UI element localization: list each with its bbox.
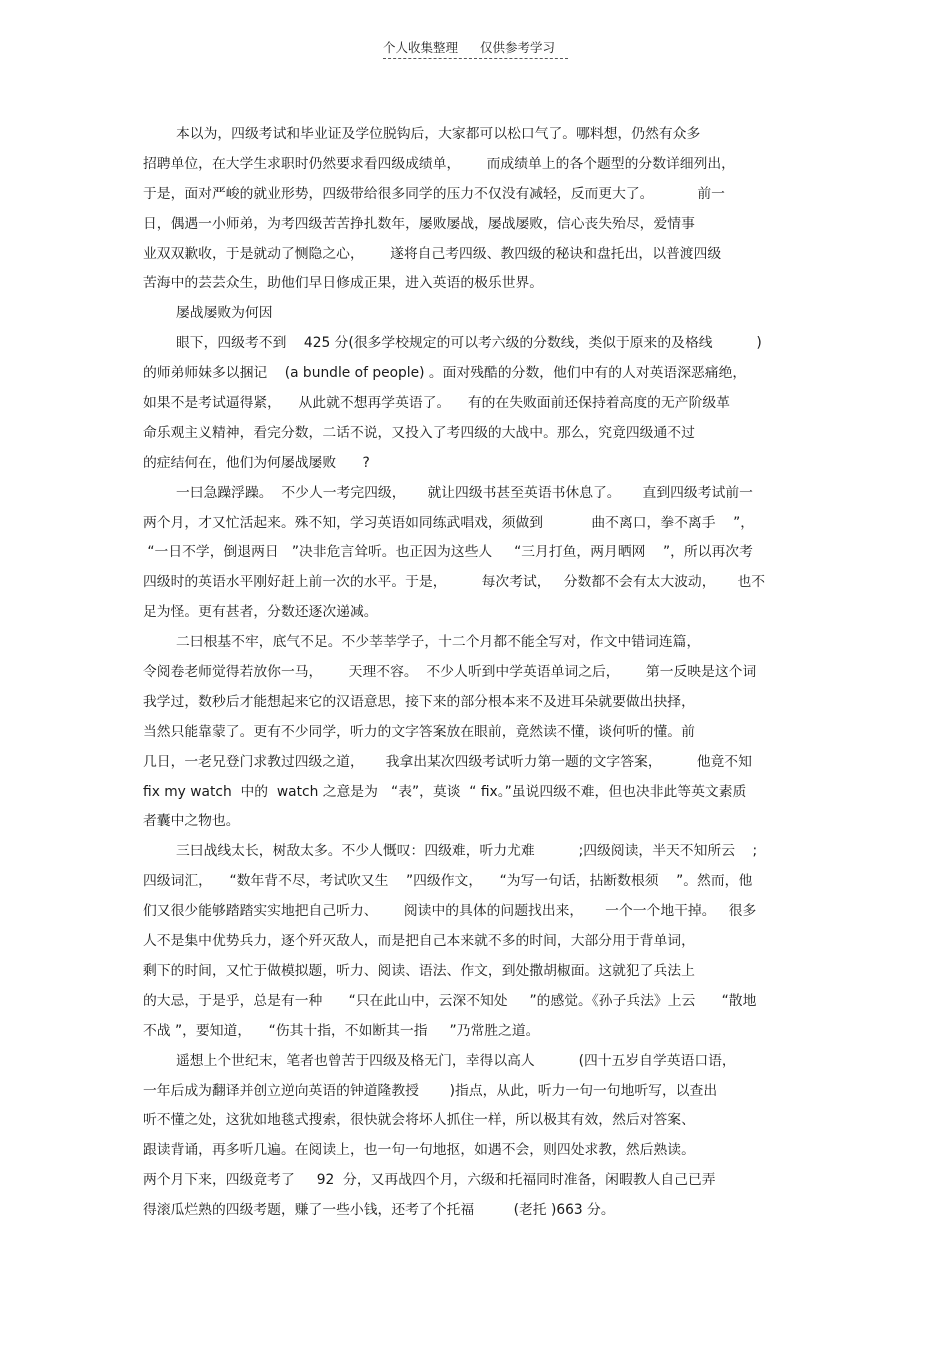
text-line: 如果不是考试逼得紧， 从此就不想再学英语了。 有的在失败面前还保持着高度的无产阶级革 bbox=[143, 395, 730, 412]
text-line: 招聘单位，在大学生求职时仍然要求看四级成绩单， 而成绩单上的各个题型的分数详细列出， bbox=[143, 155, 735, 172]
text-line: 我学过，数秒后才能想起来它的汉语意思，接下来的部分根本来不及进耳朵就要做出抉择， bbox=[143, 693, 695, 710]
text-line: 遥想上个世纪末，笔者也曾苦于四级及格无门，幸得以高人 (四十五岁自学英语口语， bbox=[176, 1052, 736, 1069]
text-line: 眼下，四级考不到 425 分(很多学校规定的可以考六级的分数线，类似于原来的及格线 ) bbox=[176, 335, 762, 352]
text-line: 业双双歉收，于是就动了恻隐之心， 遂将自己考四级、教四级的秘诀和盘托出，以普渡四级 bbox=[143, 245, 722, 262]
text-line: 命乐观主义精神，看完分数，二话不说，又投入了考四级的大战中。那么，究竟四级通不过 bbox=[143, 424, 695, 441]
text-line: 的师弟师妹多以捆记 (a bundle of people) 。面对残酷的分数，他们中有的人对英语深恶痛绝， bbox=[143, 365, 747, 382]
text-line: 令阅卷老师觉得若放你一马， 天理不容。 不少人听到中学英语单词之后， 第一反映是这个词 bbox=[143, 664, 757, 681]
text-line: 日，偶遇一小师弟，为考四级苦苦挣扎数年，屡败屡战，屡战屡败，信心丧失殆尽，爱情事 bbox=[143, 215, 695, 232]
text-line: 二曰根基不牢，底气不足。不少莘莘学子，十二个月都不能全写对，作文中错词连篇， bbox=[176, 634, 701, 651]
text-line: 一年后成为翻译并创立逆向英语的钟道隆教授 )指点，从此，听力一句一句地听写，以查出 bbox=[143, 1082, 718, 1099]
article-body bbox=[143, 125, 813, 1231]
text-line: 本以为，四级考试和毕业证及学位脱钩后，大家都可以松口气了。哪料想，仍然有众多 bbox=[176, 126, 701, 142]
text-line: 当然只能靠蒙了。更有不少同学，听力的文字答案放在眼前，竟然读不懂，谈何听的懂。前 bbox=[143, 723, 695, 740]
text-line: 苦海中的芸芸众生，助他们早日修成正果，进入英语的极乐世界。 bbox=[143, 275, 544, 292]
text-line: “一日不学，倒退两日 ”决非危言耸听。也正因为这些人 “三月打鱼，两月晒网 ”，所以再次考 bbox=[143, 544, 753, 561]
text-line: 两个月，才又忙活起来。殊不知，学习英语如同练武唱戏，须做到 曲不离口，拳不离手 ”， bbox=[143, 514, 755, 531]
text-line: 们又很少能够踏踏实实地把自己听力、 阅读中的具体的问题找出来， 一个一个地干掉。 很多 bbox=[143, 903, 757, 920]
text-line: 听不懂之处，这犹如地毯式搜索，很快就会将坏人抓住一样，所以极其有效，然后对答案、 bbox=[143, 1112, 695, 1129]
text-line: 于是，面对严峻的就业形势，四级带给很多同学的压力不仅没有减轻，反而更大了。 前一 bbox=[143, 185, 725, 202]
text-line: 足为怪。更有甚者，分数还逐次递减。 bbox=[143, 604, 378, 621]
text-line: fix my watch 中的 watch 之意是为 “表”，莫谈 “ fix。”虽说四级不难，但也决非此等英文素质 bbox=[143, 783, 747, 800]
text-line: 屡战屡败为何因 bbox=[176, 305, 273, 322]
text-line: 的大忌，于是乎，总是有一种 “只在此山中，云深不知处 ”的感觉。《孙子兵法》上云 “散地 bbox=[143, 992, 757, 1009]
text-line: 两个月下来，四级竟考了 92 分，又再战四个月，六级和托福同时准备，闲暇教人自己已弄 bbox=[143, 1172, 716, 1189]
header-left-text: 个人收集整理 bbox=[383, 40, 459, 55]
text-line: 剩下的时间，又忙于做模拟题，听力、阅读、语法、作文，到处撒胡椒面。这就犯了兵法上 bbox=[143, 962, 695, 979]
text-line: 者囊中之物也。 bbox=[143, 813, 240, 830]
text-line: 一曰急躁浮躁。 不少人一考完四级， 就让四级书甚至英语书休息了。 直到四级考试前一 bbox=[176, 484, 753, 501]
page-header bbox=[383, 40, 568, 56]
text-line: 几日，一老兄登门求教过四级之道， 我拿出某次四级考试听力第一题的文字答案， 他竟不知 bbox=[143, 753, 752, 770]
text-line: 四级时的英语水平刚好赶上前一次的水平。于是， 每次考试， 分数都不会有太大波动， 也不 bbox=[143, 574, 766, 591]
text-line: 的症结何在，他们为何屡战屡败 ? bbox=[143, 454, 370, 471]
text-line: 三曰战线太长，树敌太多。不少人慨叹：四级难，听力尤难 ;四级阅读，半天不知所云 ; bbox=[176, 843, 758, 860]
text-line: 人不是集中优势兵力，逐个歼灭敌人，而是把自己本来就不多的时间，大部分用于背单词， bbox=[143, 933, 695, 950]
header-dashed-rule bbox=[383, 58, 568, 59]
text-line: 四级词汇， “数年背不尽，考试吹又生 ”四级作文， “为写一句话，拈断数根须 ”。然而，他 bbox=[143, 873, 753, 890]
text-line: 不战 ”，要知道， “伤其十指，不如断其一指 ”乃常胜之道。 bbox=[143, 1022, 540, 1039]
text-line: 跟读背诵，再多听几遍。在阅读上，也一句一句地抠，如遇不会，则四处求教，然后熟读。 bbox=[143, 1142, 695, 1159]
text-line: 得滚瓜烂熟的四级考题，赚了一些小钱，还考了个托福 (老托 )663 分。 bbox=[143, 1202, 615, 1219]
header-right-text: 仅供参考学习 bbox=[480, 40, 556, 55]
